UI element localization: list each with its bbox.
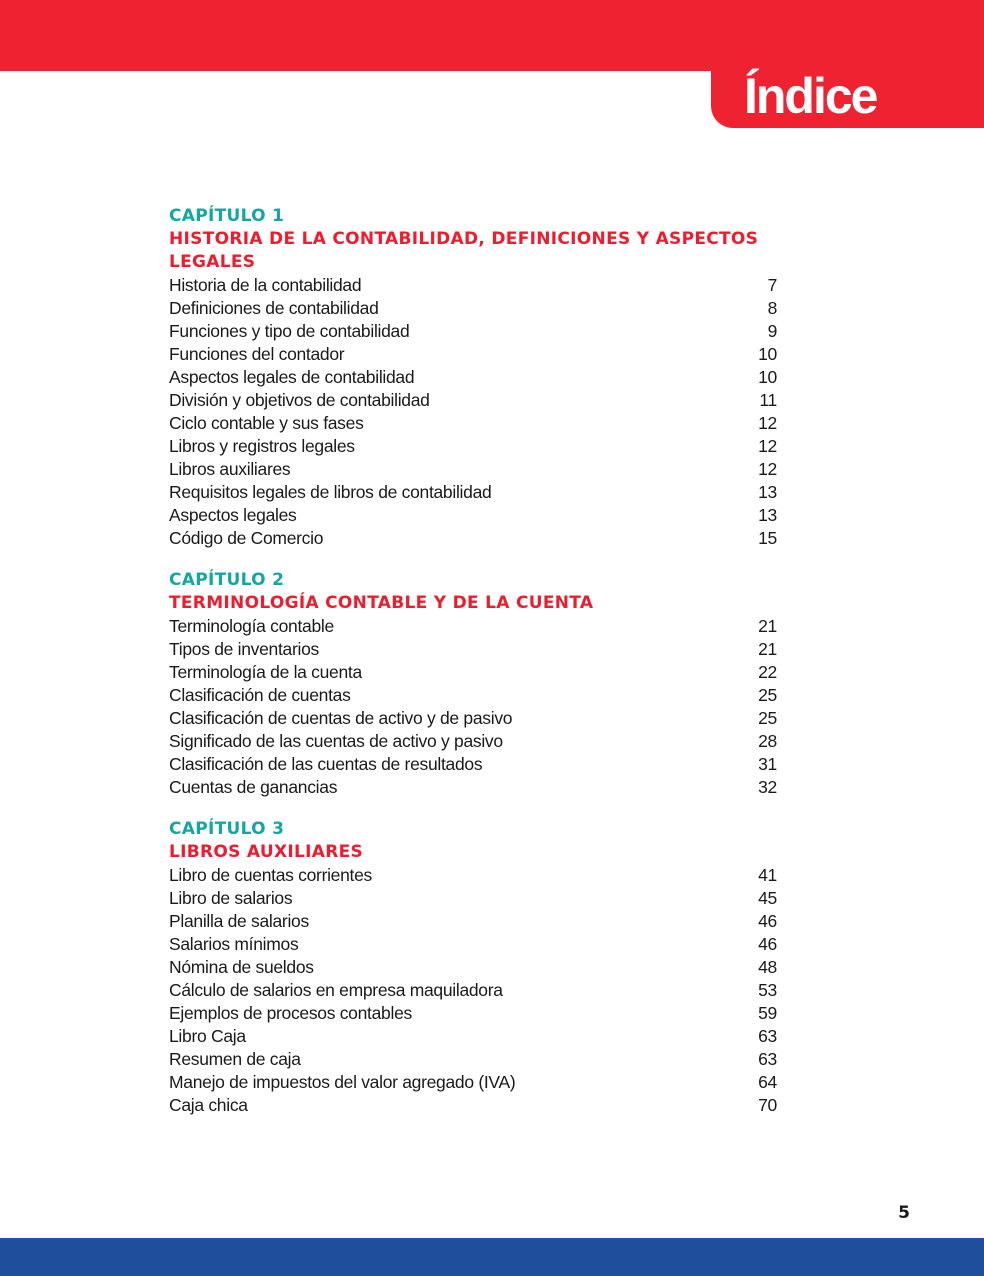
toc-entry-page: 41 xyxy=(758,865,777,885)
page-title: Índice xyxy=(744,68,877,124)
toc-entry-page: 25 xyxy=(758,708,777,728)
chapter-label: CAPÍTULO 1 xyxy=(169,206,285,226)
toc-entry-title: Libro de cuentas corrientes xyxy=(169,865,372,885)
toc-entry-title: Aspectos legales de contabilidad xyxy=(169,367,415,387)
toc-entry-page: 13 xyxy=(758,482,777,502)
toc-entry[interactable] xyxy=(169,320,777,343)
toc-entry-page: 21 xyxy=(758,616,777,636)
toc-entry-title: Clasificación de las cuentas de resultados xyxy=(169,754,483,774)
page-number: 5 xyxy=(898,1203,910,1223)
toc-entry-title: Libro de salarios xyxy=(169,888,293,908)
toc-entry-page: 7 xyxy=(767,275,777,295)
chapter-label: CAPÍTULO 3 xyxy=(169,819,285,839)
toc-entry-title: División y objetivos de contabilidad xyxy=(169,390,430,410)
toc-entry-title: Nómina de sueldos xyxy=(169,957,314,977)
toc-entry-page: 28 xyxy=(758,731,777,751)
toc-entry-page: 10 xyxy=(758,344,777,364)
toc-entry-title: Libros auxiliares xyxy=(169,459,291,479)
toc-entry[interactable] xyxy=(169,684,777,707)
chapter-label: CAPÍTULO 2 xyxy=(169,570,285,590)
toc-entry-title: Cuentas de ganancias xyxy=(169,777,338,797)
table-of-contents xyxy=(169,205,777,1136)
toc-entry-page: 22 xyxy=(758,662,777,682)
toc-entry-page: 13 xyxy=(758,505,777,525)
toc-entry-title: Planilla de salarios xyxy=(169,911,309,931)
toc-entry-title: Caja chica xyxy=(169,1095,248,1115)
toc-entry[interactable] xyxy=(169,956,777,979)
toc-entry-page: 12 xyxy=(758,436,777,456)
toc-entry-page: 9 xyxy=(767,321,777,341)
footer-bar xyxy=(0,1238,984,1276)
toc-entry-page: 45 xyxy=(758,888,777,908)
toc-entry-page: 32 xyxy=(758,777,777,797)
toc-entry-title: Significado de las cuentas de activo y pasivo xyxy=(169,731,503,751)
toc-entry[interactable] xyxy=(169,979,777,1002)
toc-entry-title: Funciones del contador xyxy=(169,344,345,364)
toc-entry-page: 70 xyxy=(758,1095,777,1115)
toc-entry-page: 10 xyxy=(758,367,777,387)
toc-entry-page: 63 xyxy=(758,1026,777,1046)
toc-entry[interactable] xyxy=(169,707,777,730)
toc-entry[interactable] xyxy=(169,481,777,504)
toc-entry-title: Funciones y tipo de contabilidad xyxy=(169,321,410,341)
toc-entry-title: Ciclo contable y sus fases xyxy=(169,413,364,433)
toc-entry[interactable] xyxy=(169,661,777,684)
chapter-section xyxy=(169,818,777,1117)
toc-entry[interactable] xyxy=(169,412,777,435)
title-tab xyxy=(711,60,984,128)
toc-entry[interactable] xyxy=(169,297,777,320)
toc-entry-title: Manejo de impuestos del valor agregado (IVA) xyxy=(169,1072,516,1092)
toc-entry[interactable] xyxy=(169,1025,777,1048)
toc-entry[interactable] xyxy=(169,366,777,389)
toc-entry[interactable] xyxy=(169,887,777,910)
toc-entry-page: 8 xyxy=(767,298,777,318)
toc-entry[interactable] xyxy=(169,753,777,776)
toc-entry-page: 12 xyxy=(758,413,777,433)
toc-entry[interactable] xyxy=(169,504,777,527)
toc-entry-page: 25 xyxy=(758,685,777,705)
toc-entry-page: 12 xyxy=(758,459,777,479)
toc-entry-title: Cálculo de salarios en empresa maquiladora xyxy=(169,980,503,1000)
toc-entry-page: 11 xyxy=(759,390,777,410)
toc-entry-title: Historia de la contabilidad xyxy=(169,275,362,295)
toc-entry[interactable] xyxy=(169,776,777,799)
toc-entry-title: Libro Caja xyxy=(169,1026,246,1046)
toc-entry[interactable] xyxy=(169,1094,777,1117)
toc-entry-page: 21 xyxy=(758,639,777,659)
toc-entry[interactable] xyxy=(169,864,777,887)
toc-entry-title: Código de Comercio xyxy=(169,528,324,548)
toc-entry-page: 46 xyxy=(758,934,777,954)
chapter-list xyxy=(169,205,777,1117)
toc-entry[interactable] xyxy=(169,435,777,458)
toc-entry-page: 48 xyxy=(758,957,777,977)
chapter-title: LIBROS AUXILIARES xyxy=(169,842,364,862)
chapter-title: HISTORIA DE LA CONTABILIDAD, DEFINICIONES Y ASPECTOS LEGALES xyxy=(169,229,759,272)
toc-entry[interactable] xyxy=(169,1002,777,1025)
toc-entry-title: Tipos de inventarios xyxy=(169,639,319,659)
toc-entry-title: Salarios mínimos xyxy=(169,934,299,954)
toc-entry[interactable] xyxy=(169,343,777,366)
toc-entry-page: 46 xyxy=(758,911,777,931)
toc-entry[interactable] xyxy=(169,910,777,933)
toc-entry[interactable] xyxy=(169,1048,777,1071)
chapter-section xyxy=(169,569,777,799)
toc-entry-title: Aspectos legales xyxy=(169,505,297,525)
toc-entry-page: 59 xyxy=(758,1003,777,1023)
toc-entry[interactable] xyxy=(169,615,777,638)
toc-entry-page: 63 xyxy=(758,1049,777,1069)
toc-entry-page: 31 xyxy=(758,754,777,774)
toc-entry-title: Terminología de la cuenta xyxy=(169,662,362,682)
toc-entry-title: Definiciones de contabilidad xyxy=(169,298,379,318)
toc-entry[interactable] xyxy=(169,638,777,661)
toc-entry[interactable] xyxy=(169,933,777,956)
toc-entry-title: Resumen de caja xyxy=(169,1049,301,1069)
toc-entry[interactable] xyxy=(169,527,777,550)
toc-entry[interactable] xyxy=(169,458,777,481)
toc-entry-page: 15 xyxy=(758,528,777,548)
chapter-section xyxy=(169,205,777,550)
toc-entry[interactable] xyxy=(169,730,777,753)
toc-entry-title: Ejemplos de procesos contables xyxy=(169,1003,412,1023)
toc-entry-title: Clasificación de cuentas xyxy=(169,685,351,705)
toc-entry-title: Requisitos legales de libros de contabilidad xyxy=(169,482,492,502)
toc-entry-page: 53 xyxy=(758,980,777,1000)
toc-entry-title: Terminología contable xyxy=(169,616,334,636)
chapter-title: TERMINOLOGÍA CONTABLE Y DE LA CUENTA xyxy=(169,593,594,613)
toc-entry[interactable] xyxy=(169,274,777,297)
toc-entry[interactable] xyxy=(169,389,777,412)
toc-entry-title: Clasificación de cuentas de activo y de pasivo xyxy=(169,708,513,728)
toc-entry-title: Libros y registros legales xyxy=(169,436,355,456)
toc-entry-page: 64 xyxy=(758,1072,777,1092)
toc-entry[interactable] xyxy=(169,1071,777,1094)
